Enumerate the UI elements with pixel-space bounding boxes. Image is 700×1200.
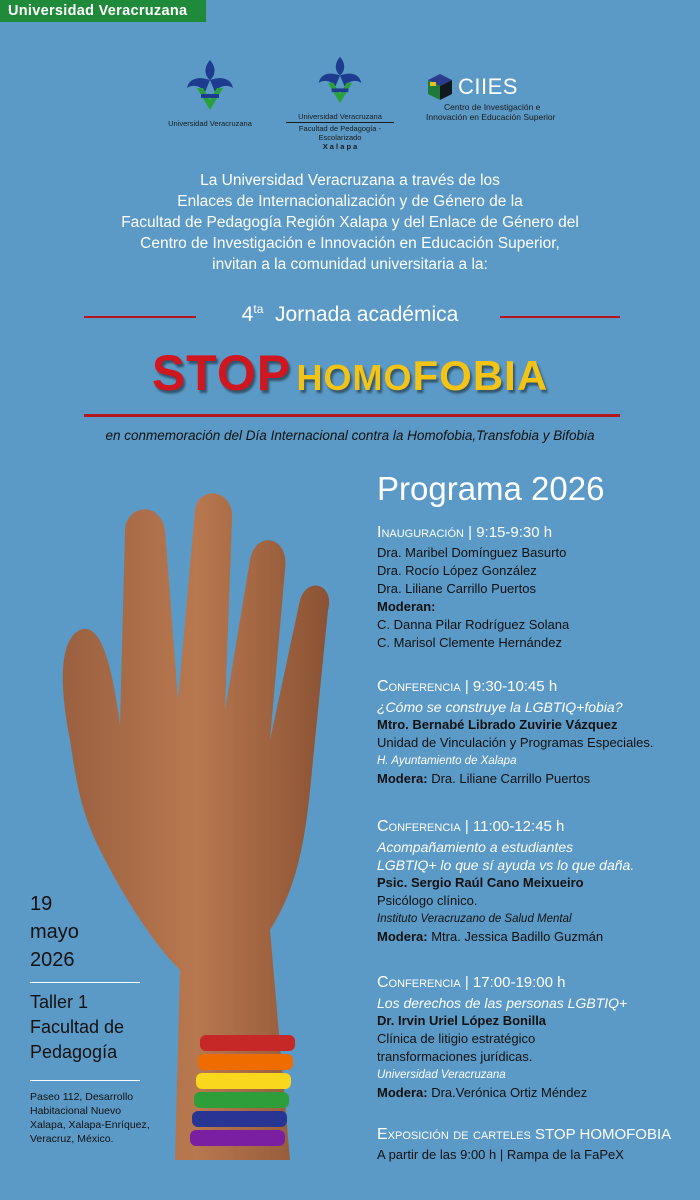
venue-rule xyxy=(30,1080,140,1081)
conf3-time: | 17:00-19:00 h xyxy=(464,974,566,991)
ciies-caption-line2: Innovación en Educación Superior xyxy=(426,112,556,122)
conf1-title: ¿Cómo se construye la LGBTIQ+fobia? xyxy=(377,699,623,715)
rainbow-blue-stripe xyxy=(192,1111,287,1127)
inauguracion-moderator: C. Marisol Clemente Hernández xyxy=(377,635,562,650)
inauguracion-person: Dra. Liliane Carrillo Puertos xyxy=(377,581,536,596)
fapex-flor-de-liz-icon xyxy=(315,55,365,107)
conf2-heading xyxy=(377,816,695,838)
jornada-text: Jornada académica xyxy=(275,303,459,326)
ciies-logo xyxy=(426,72,556,122)
conf3-moderator: Dra.Verónica Ortiz Méndez xyxy=(431,1085,588,1100)
programa-title: Programa 2026 xyxy=(377,470,605,507)
event-day: 19 xyxy=(30,893,53,915)
intro-text xyxy=(60,170,640,275)
inauguracion-person: Dra. Maribel Domínguez Basurto xyxy=(377,545,567,560)
intro-line-4: Centro de Investigación e Innovación en Educación Superior, xyxy=(140,235,560,252)
jornada-number: 4 xyxy=(241,303,254,326)
event-title xyxy=(0,344,700,402)
inauguracion-heading xyxy=(377,522,695,544)
exposicion-title: STOP HOMOFOBIA xyxy=(535,1126,672,1143)
event-subtitle: en conmemoración del Día Internacional contra la Homofobia,Transfobia y Bifobia xyxy=(105,428,595,443)
conf1-time: | 9:30-10:45 h xyxy=(464,678,558,695)
ciies-name: CIIES xyxy=(458,74,518,99)
conf2-institution: Instituto Veracruzano de Salud Mental xyxy=(377,913,572,925)
rainbow-purple-stripe xyxy=(190,1130,285,1146)
inauguracion-person: Dra. Rocío López González xyxy=(377,563,537,578)
ciies-cube-icon xyxy=(426,72,454,102)
fapex-logo-line2: Facultad de Pedagogía - Escolarizado xyxy=(298,124,382,142)
program-exposicion xyxy=(377,1124,695,1164)
title-homo: HOMO xyxy=(296,357,413,398)
conf3-institution: Universidad Veracruzana xyxy=(377,1069,506,1081)
inauguracion-moderan-label: Moderan: xyxy=(377,599,436,614)
address-line: Xalapa, Xalapa-Enríquez, xyxy=(30,1119,150,1131)
fapex-logo-divider xyxy=(286,122,394,123)
uv-logo-caption: Universidad Veracruzana xyxy=(168,119,252,128)
program-conferencia-1 xyxy=(377,676,695,788)
conf2-label: Conferencia xyxy=(377,818,461,835)
conf3-affiliation-line2: transformaciones jurídicas. xyxy=(377,1049,533,1064)
conf1-heading xyxy=(377,676,695,698)
fapex-logo-line1: Universidad Veracruzana xyxy=(298,112,382,121)
conf3-speaker: Dr. Irvin Uriel López Bonilla xyxy=(377,1013,547,1028)
university-header-bar: Universidad Veracruzana xyxy=(0,0,206,22)
conf1-institution: H. Ayuntamiento de Xalapa xyxy=(377,755,517,767)
jornada-heading xyxy=(0,302,700,327)
conf2-title-line1: Acompañamiento a estudiantes xyxy=(377,839,574,855)
conf1-affiliation: Unidad de Vinculación y Programas Especiales. xyxy=(377,735,654,750)
fapex-logo-line3: X a l a p a xyxy=(322,142,358,151)
fapex-logo xyxy=(280,55,400,151)
conf2-moderator: Mtra. Jessica Badillo Guzmán xyxy=(431,929,604,944)
conf3-label: Conferencia xyxy=(377,974,461,991)
conf3-modera-label: Modera: xyxy=(377,1085,428,1100)
event-year: 2026 xyxy=(30,949,75,971)
program-conferencia-2 xyxy=(377,816,695,946)
exposicion-label: Exposición de carteles xyxy=(377,1126,531,1143)
address-line: Paseo 112, Desarrollo xyxy=(30,1091,134,1103)
exposicion-heading xyxy=(377,1124,695,1146)
conf2-modera-label: Modera: xyxy=(377,929,428,944)
title-underline xyxy=(84,414,620,417)
inauguracion-time: | 9:15-9:30 h xyxy=(468,524,553,541)
title-stop: STOP xyxy=(151,345,292,401)
conf1-speaker: Mtro. Bernabé Librado Zuvirie Vázquez xyxy=(377,717,618,732)
intro-line-2: Enlaces de Internacionalización y de Género de la xyxy=(177,193,523,210)
conf3-heading xyxy=(377,972,695,994)
uv-flor-de-liz-icon xyxy=(183,58,237,114)
program-inauguracion xyxy=(377,522,695,652)
event-date xyxy=(30,890,79,974)
date-rule xyxy=(30,982,140,983)
venue-line: Taller 1 xyxy=(30,992,89,1012)
rainbow-red-stripe xyxy=(200,1035,295,1051)
intro-line-1: La Universidad Veracruzana a través de los xyxy=(200,172,500,189)
program-conferencia-3 xyxy=(377,972,695,1102)
venue-line: Facultad de xyxy=(30,1017,125,1037)
conf2-time: | 11:00-12:45 h xyxy=(464,818,565,835)
event-month: mayo xyxy=(30,921,79,943)
title-fobia: FOBIA xyxy=(412,352,549,399)
address-line: Veracruz, México. xyxy=(30,1133,114,1145)
conf2-title-line2: LGBTIQ+ lo que sí ayuda vs lo que daña. xyxy=(377,857,635,873)
conf1-modera-label: Modera: xyxy=(377,771,428,786)
conf1-moderator: Dra. Liliane Carrillo Puertos xyxy=(431,771,591,786)
address-line: Habitacional Nuevo xyxy=(30,1105,122,1117)
intro-line-5: invitan a la comunidad universitaria a la: xyxy=(212,256,488,273)
inauguracion-label: Inauguración xyxy=(377,524,464,541)
conf2-speaker: Psic. Sergio Raúl Cano Meixueiro xyxy=(377,875,584,890)
rainbow-green-stripe xyxy=(194,1092,289,1108)
jornada-ordinal: ta xyxy=(253,302,264,316)
conf2-affiliation: Psicólogo clínico. xyxy=(377,893,478,908)
conf3-affiliation-line1: Clínica de litigio estratégico xyxy=(377,1031,536,1046)
venue-line: Pedagogía xyxy=(30,1042,118,1062)
event-address xyxy=(30,1090,150,1146)
event-venue xyxy=(30,990,124,1065)
inauguracion-moderator: C. Danna Pilar Rodríguez Solana xyxy=(377,617,570,632)
rainbow-orange-stripe xyxy=(198,1054,293,1070)
rainbow-yellow-stripe xyxy=(196,1073,291,1089)
conf3-title: Los derechos de las personas LGBTIQ+ xyxy=(377,995,628,1011)
intro-line-3: Facultad de Pedagogía Región Xalapa y del Enlace de Género del xyxy=(121,214,579,231)
conf1-label: Conferencia xyxy=(377,678,461,695)
ciies-caption-line1: Centro de Investigación e xyxy=(444,102,541,112)
uv-logo xyxy=(160,58,260,128)
exposicion-detail: A partir de las 9:00 h | Rampa de la FaPeX xyxy=(377,1147,624,1162)
